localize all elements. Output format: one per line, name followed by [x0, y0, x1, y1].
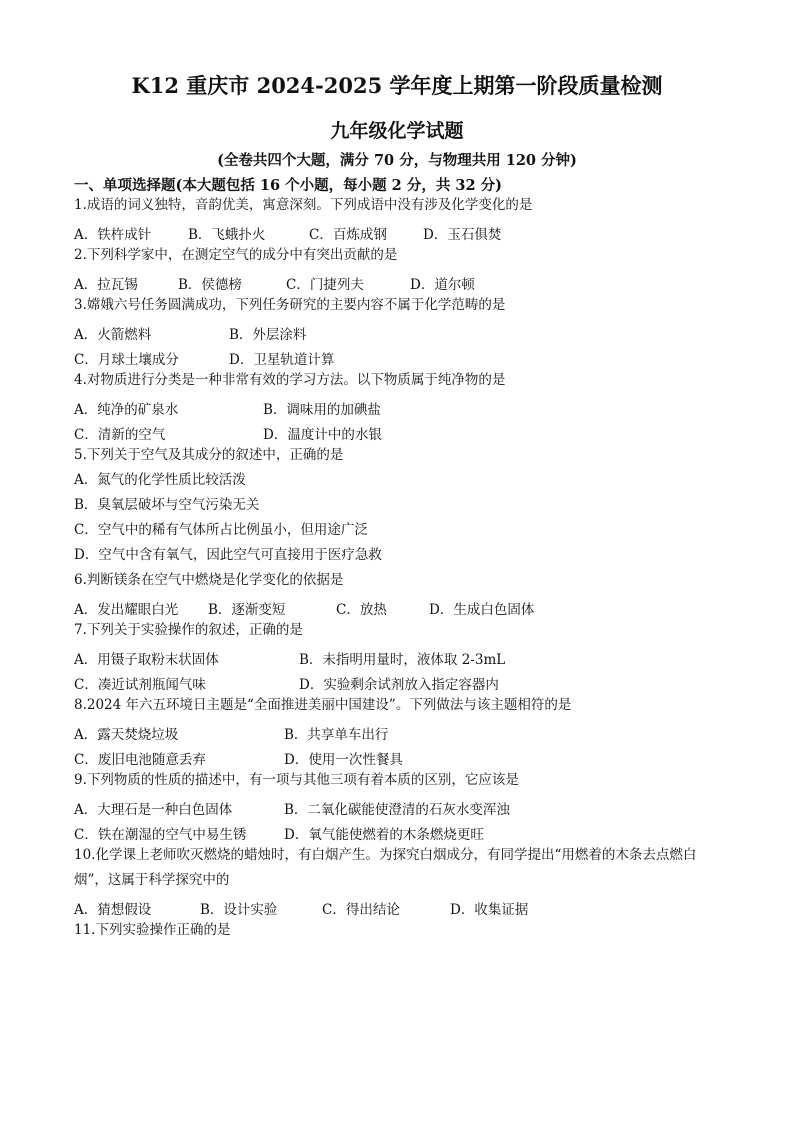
question-4-option-c: C．清新的空气 [74, 427, 166, 443]
question-10-option-c: C．得出结论 [322, 902, 400, 918]
question-9-option-d: D．氧气能使燃着的木条燃烧更旺 [284, 827, 484, 843]
question-9-option-c: C．铁在潮湿的空气中易生锈 [74, 827, 247, 843]
question-9-option-b: B．二氧化碳能使澄清的石灰水变浑浊 [284, 802, 510, 818]
question-4-option-d: D．温度计中的水银 [263, 427, 382, 443]
question-2-option-d: D．道尔顿 [410, 277, 475, 293]
question-4-option-b: B．调味用的加碘盐 [263, 402, 381, 418]
question-3-option-c: C．月球土壤成分 [74, 352, 179, 368]
question-7-option-a: A．用镊子取粉末状固体 [74, 652, 219, 668]
question-7-option-d: D．实验剩余试剂放入指定容器内 [299, 677, 499, 693]
question-10-option-d: D．收集证据 [450, 902, 529, 918]
question-10-option-a: A．猜想假设 [74, 902, 152, 918]
exam-subtitle: 九年级化学试题 [330, 120, 464, 142]
question-5-option-d: D．空气中含有氧气，因此空气可直接用于医疗急救 [74, 547, 382, 563]
question-10-stem-line1: 10.化学课上老师吹灭燃烧的蜡烛时，有白烟产生。为探究白烟成分，有同学提出“用燃着的木条去点燃白 [74, 847, 697, 863]
question-6-stem: 6.判断镁条在空气中燃烧是化学变化的依据是 [74, 572, 344, 588]
question-7-option-c: C．凑近试剂瓶闻气味 [74, 677, 206, 693]
question-1-option-a: A．铁杵成针 [74, 227, 152, 243]
question-4-option-a: A．纯净的矿泉水 [74, 402, 179, 418]
question-8-option-b: B．共享单车出行 [284, 727, 389, 743]
question-10-option-b: B．设计实验 [200, 902, 278, 918]
question-9-stem: 9.下列物质的性质的描述中，有一项与其他三项有着本质的区别，它应该是 [74, 772, 519, 788]
question-7-stem: 7.下列关于实验操作的叙述，正确的是 [74, 622, 303, 638]
question-11-stem: 11.下列实验操作正确的是 [74, 922, 231, 938]
question-5-stem: 5.下列关于空气及其成分的叙述中，正确的是 [74, 447, 344, 463]
exam-title: K12 重庆市 2024-2025 学年度上期第一阶段质量检测 [131, 73, 663, 98]
question-5-option-c: C．空气中的稀有气体所占比例虽小，但用途广泛 [74, 522, 368, 538]
question-2-stem: 2.下列科学家中，在测定空气的成分中有突出贡献的是 [74, 247, 398, 263]
question-1-option-c: C．百炼成钢 [309, 227, 387, 243]
question-3-option-b: B．外层涂料 [229, 327, 307, 343]
question-6-option-d: D．生成白色固体 [429, 602, 535, 618]
question-1-option-d: D．玉石俱焚 [423, 227, 502, 243]
question-1-stem: 1.成语的词义独特，音韵优美，寓意深刻。下列成语中没有涉及化学变化的是 [74, 197, 533, 213]
question-1-option-b: B．飞蛾扑火 [188, 227, 266, 243]
question-8-option-d: D．使用一次性餐具 [284, 752, 403, 768]
question-3-stem: 3.嫦娥六号任务圆满成功，下列任务研究的主要内容不属于化学范畴的是 [74, 297, 506, 313]
question-3-option-d: D．卫星轨道计算 [229, 352, 335, 368]
question-3-option-a: A．火箭燃料 [74, 327, 152, 343]
question-5-option-b: B．臭氧层破坏与空气污染无关 [74, 497, 260, 513]
question-10-stem-line2: 烟”，这属于科学探究中的 [74, 872, 230, 888]
question-2-option-a: A．拉瓦锡 [74, 277, 138, 293]
exam-note: (全卷共四个大题，满分 70 分，与物理共用 120 分钟) [217, 152, 577, 169]
question-4-stem: 4.对物质进行分类是一种非常有效的学习方法。以下物质属于纯净物的是 [74, 372, 506, 388]
section-heading: 一、单项选择题(本大题包括 16 个小题，每小题 2 分，共 32 分) [74, 177, 502, 194]
question-8-option-a: A．露天焚烧垃圾 [74, 727, 179, 743]
question-5-option-a: A．氮气的化学性质比较活泼 [74, 472, 246, 488]
question-7-option-b: B．未指明用量时，液体取 2-3mL [299, 652, 506, 668]
question-6-option-a: A．发出耀眼白光 [74, 602, 179, 618]
question-8-stem: 8.2024 年六五环境日主题是“全面推进美丽中国建设”。下列做法与该主题相符的是 [74, 697, 572, 713]
question-2-option-c: C．门捷列夫 [286, 277, 364, 293]
question-2-option-b: B．侯德榜 [178, 277, 242, 293]
question-9-option-a: A．大理石是一种白色固体 [74, 802, 233, 818]
question-8-option-c: C．废旧电池随意丢弃 [74, 752, 206, 768]
question-6-option-b: B．逐渐变短 [208, 602, 286, 618]
question-6-option-c: C．放热 [336, 602, 387, 618]
